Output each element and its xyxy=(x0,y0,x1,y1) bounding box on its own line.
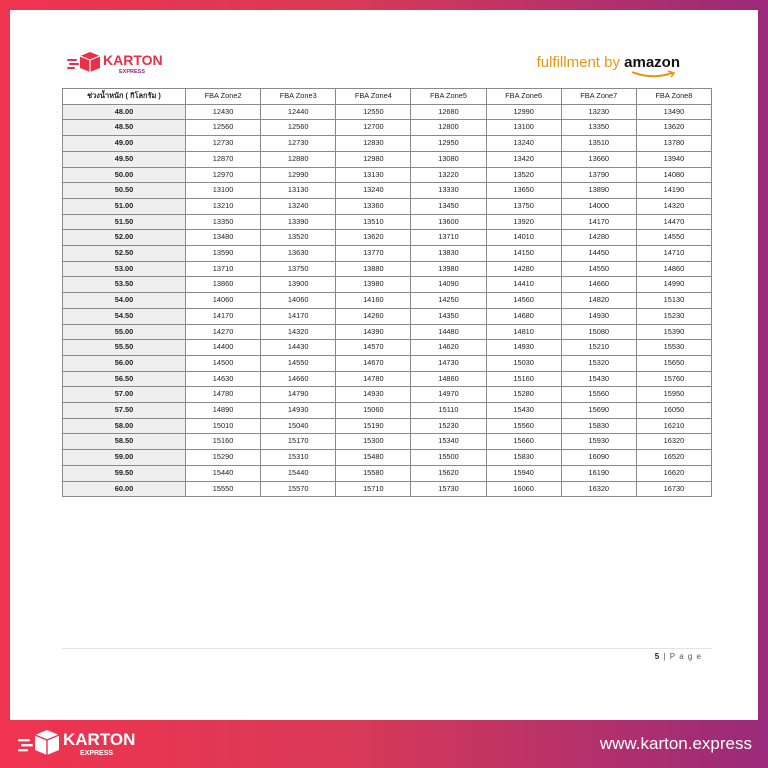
rate-cell: 14430 xyxy=(261,340,336,356)
weight-cell: 55.00 xyxy=(63,324,186,340)
rate-cell: 13520 xyxy=(486,167,561,183)
table-row xyxy=(63,230,712,246)
rate-cell: 16320 xyxy=(561,481,636,497)
rate-cell: 13480 xyxy=(186,230,261,246)
rate-cell: 14550 xyxy=(636,230,711,246)
rate-cell: 15190 xyxy=(336,418,411,434)
weight-cell: 50.00 xyxy=(63,167,186,183)
table-row xyxy=(63,261,712,277)
weight-cell: 48.50 xyxy=(63,120,186,136)
rate-cell: 13790 xyxy=(561,167,636,183)
rate-cell: 15210 xyxy=(561,340,636,356)
rate-cell: 14860 xyxy=(636,261,711,277)
table-row xyxy=(63,434,712,450)
rate-cell: 13900 xyxy=(261,277,336,293)
rate-cell: 16210 xyxy=(636,418,711,434)
rate-cell: 13780 xyxy=(636,136,711,152)
rate-cell: 13330 xyxy=(411,183,486,199)
rate-cell: 12680 xyxy=(411,104,486,120)
header-zone3: FBA Zone3 xyxy=(261,89,336,105)
karton-express-logo xyxy=(67,48,167,78)
rate-cell: 15690 xyxy=(561,403,636,419)
fba-rate-table xyxy=(62,88,712,497)
rate-cell: 13490 xyxy=(636,104,711,120)
weight-cell: 53.00 xyxy=(63,261,186,277)
rate-cell: 12990 xyxy=(486,104,561,120)
rate-cell: 14570 xyxy=(336,340,411,356)
rate-cell: 15340 xyxy=(411,434,486,450)
rate-cell: 15440 xyxy=(261,465,336,481)
weight-cell: 58.50 xyxy=(63,434,186,450)
rate-cell: 13390 xyxy=(261,214,336,230)
rate-cell: 15930 xyxy=(561,434,636,450)
rate-cell: 13880 xyxy=(336,261,411,277)
rate-cell: 14280 xyxy=(561,230,636,246)
table-row xyxy=(63,387,712,403)
header-zone6: FBA Zone6 xyxy=(486,89,561,105)
rate-cell: 13360 xyxy=(336,198,411,214)
karton-express-logo-footer xyxy=(18,726,148,760)
rate-cell: 16320 xyxy=(636,434,711,450)
rate-cell: 15230 xyxy=(411,418,486,434)
table-row xyxy=(63,198,712,214)
rate-cell: 15170 xyxy=(261,434,336,450)
amazon-smile-icon xyxy=(628,70,680,80)
logo-brand-text: KARTON xyxy=(103,52,163,68)
weight-cell: 51.50 xyxy=(63,214,186,230)
rate-cell: 15830 xyxy=(486,450,561,466)
rate-cell: 14400 xyxy=(186,340,261,356)
rate-cell: 15060 xyxy=(336,403,411,419)
table-row xyxy=(63,293,712,309)
page-number-value: 5 xyxy=(654,652,661,661)
rate-cell: 16050 xyxy=(636,403,711,419)
rate-cell: 13240 xyxy=(336,183,411,199)
rate-cell: 15230 xyxy=(636,308,711,324)
rate-cell: 15300 xyxy=(336,434,411,450)
rate-cell: 13210 xyxy=(186,198,261,214)
rate-cell: 14890 xyxy=(186,403,261,419)
rate-cell: 14780 xyxy=(336,371,411,387)
rate-cell: 12970 xyxy=(186,167,261,183)
rate-cell: 12560 xyxy=(261,120,336,136)
rate-cell: 12440 xyxy=(261,104,336,120)
rate-cell: 14670 xyxy=(336,355,411,371)
table-header-row xyxy=(63,89,712,105)
rate-cell: 13630 xyxy=(261,246,336,262)
table-row xyxy=(63,246,712,262)
rate-cell: 14450 xyxy=(561,246,636,262)
rate-cell: 14930 xyxy=(336,387,411,403)
rate-cell: 15390 xyxy=(636,324,711,340)
rate-cell: 15040 xyxy=(261,418,336,434)
rate-cell: 15290 xyxy=(186,450,261,466)
rate-cell: 14930 xyxy=(561,308,636,324)
rate-cell: 13350 xyxy=(561,120,636,136)
rate-cell: 13520 xyxy=(261,230,336,246)
rate-cell: 12800 xyxy=(411,120,486,136)
rate-cell: 13620 xyxy=(636,120,711,136)
rate-cell: 14190 xyxy=(636,183,711,199)
rate-cell: 14160 xyxy=(336,293,411,309)
rate-cell: 15430 xyxy=(486,403,561,419)
rate-cell: 12950 xyxy=(411,136,486,152)
table-row xyxy=(63,183,712,199)
rate-cell: 15620 xyxy=(411,465,486,481)
weight-cell: 54.50 xyxy=(63,308,186,324)
rate-cell: 13830 xyxy=(411,246,486,262)
rate-cell: 15280 xyxy=(486,387,561,403)
rate-cell: 14820 xyxy=(561,293,636,309)
page-number xyxy=(655,652,702,661)
rate-cell: 14630 xyxy=(186,371,261,387)
weight-cell: 57.00 xyxy=(63,387,186,403)
rate-cell: 15530 xyxy=(636,340,711,356)
rate-cell: 13650 xyxy=(486,183,561,199)
weight-cell: 54.00 xyxy=(63,293,186,309)
rate-cell: 15160 xyxy=(486,371,561,387)
rate-cell: 12550 xyxy=(336,104,411,120)
rate-cell: 16520 xyxy=(636,450,711,466)
weight-cell: 60.00 xyxy=(63,481,186,497)
rate-cell: 13220 xyxy=(411,167,486,183)
rate-cell: 16090 xyxy=(561,450,636,466)
rate-cell: 14660 xyxy=(561,277,636,293)
rate-cell: 13080 xyxy=(411,151,486,167)
rate-cell: 14780 xyxy=(186,387,261,403)
fba-prefix: fulfillment by xyxy=(536,54,620,71)
table-row xyxy=(63,277,712,293)
table-row xyxy=(63,371,712,387)
rate-cell: 12730 xyxy=(186,136,261,152)
fba-brand: amazon xyxy=(624,54,680,71)
rate-cell: 14550 xyxy=(561,261,636,277)
rate-cell: 13620 xyxy=(336,230,411,246)
header-zone7: FBA Zone7 xyxy=(561,89,636,105)
rate-cell: 13600 xyxy=(411,214,486,230)
weight-cell: 56.00 xyxy=(63,355,186,371)
rate-cell: 13240 xyxy=(486,136,561,152)
weight-cell: 52.00 xyxy=(63,230,186,246)
rate-cell: 14990 xyxy=(636,277,711,293)
rate-cell: 14930 xyxy=(261,403,336,419)
rate-cell: 15160 xyxy=(186,434,261,450)
rate-cell: 14320 xyxy=(261,324,336,340)
rate-cell: 13230 xyxy=(561,104,636,120)
rate-cell: 15310 xyxy=(261,450,336,466)
rate-cell: 13890 xyxy=(561,183,636,199)
header-zone4: FBA Zone4 xyxy=(336,89,411,105)
weight-cell: 59.00 xyxy=(63,450,186,466)
rate-cell: 15760 xyxy=(636,371,711,387)
rate-cell: 14790 xyxy=(261,387,336,403)
table-row xyxy=(63,136,712,152)
document-page xyxy=(10,10,758,720)
footer-divider xyxy=(62,648,712,649)
table-row xyxy=(63,308,712,324)
rate-cell: 13130 xyxy=(261,183,336,199)
rate-cell: 14550 xyxy=(261,355,336,371)
header-zone2: FBA Zone2 xyxy=(186,89,261,105)
weight-cell: 49.50 xyxy=(63,151,186,167)
rate-cell: 15660 xyxy=(486,434,561,450)
table-row xyxy=(63,465,712,481)
rate-cell: 14170 xyxy=(261,308,336,324)
rate-cell: 14250 xyxy=(411,293,486,309)
weight-cell: 58.00 xyxy=(63,418,186,434)
rate-cell: 14560 xyxy=(486,293,561,309)
weight-cell: 59.50 xyxy=(63,465,186,481)
footer-logo-brand-text: KARTON xyxy=(63,730,136,749)
rate-cell: 16620 xyxy=(636,465,711,481)
rate-cell: 13750 xyxy=(261,261,336,277)
logo-sub-text: EXPRESS xyxy=(119,69,145,75)
table-row xyxy=(63,340,712,356)
rate-cell: 14480 xyxy=(411,324,486,340)
table-body xyxy=(63,104,712,497)
rate-cell: 14410 xyxy=(486,277,561,293)
table-row xyxy=(63,214,712,230)
rate-cell: 14860 xyxy=(411,371,486,387)
rate-cell: 13510 xyxy=(561,136,636,152)
rate-cell: 15030 xyxy=(486,355,561,371)
rate-cell: 16060 xyxy=(486,481,561,497)
table-row xyxy=(63,120,712,136)
rate-cell: 12730 xyxy=(261,136,336,152)
website-url[interactable]: www.karton.express xyxy=(599,734,752,753)
rate-cell: 16730 xyxy=(636,481,711,497)
rate-cell: 14270 xyxy=(186,324,261,340)
rate-cell: 15950 xyxy=(636,387,711,403)
rate-cell: 13750 xyxy=(486,198,561,214)
rate-cell: 14970 xyxy=(411,387,486,403)
weight-cell: 50.50 xyxy=(63,183,186,199)
page-label: | P a g e xyxy=(663,652,702,661)
rate-cell: 13350 xyxy=(186,214,261,230)
rate-cell: 13240 xyxy=(261,198,336,214)
rate-cell: 15500 xyxy=(411,450,486,466)
weight-cell: 53.50 xyxy=(63,277,186,293)
rate-cell: 13660 xyxy=(561,151,636,167)
weight-cell: 57.50 xyxy=(63,403,186,419)
rate-cell: 15560 xyxy=(486,418,561,434)
rate-cell: 12880 xyxy=(261,151,336,167)
table-row xyxy=(63,418,712,434)
rate-cell: 13510 xyxy=(336,214,411,230)
rate-cell: 15940 xyxy=(486,465,561,481)
footer-logo-sub-text: EXPRESS xyxy=(80,750,114,757)
rate-cell: 14660 xyxy=(261,371,336,387)
rate-cell: 12830 xyxy=(336,136,411,152)
rate-cell: 13770 xyxy=(336,246,411,262)
rate-cell: 14090 xyxy=(411,277,486,293)
rate-cell: 13450 xyxy=(411,198,486,214)
rate-cell: 14680 xyxy=(486,308,561,324)
rate-cell: 13860 xyxy=(186,277,261,293)
rate-cell: 14170 xyxy=(561,214,636,230)
rate-cell: 15730 xyxy=(411,481,486,497)
rate-cell: 12430 xyxy=(186,104,261,120)
rate-cell: 14060 xyxy=(261,293,336,309)
rate-cell: 15550 xyxy=(186,481,261,497)
rate-cell: 13710 xyxy=(186,261,261,277)
rate-cell: 15560 xyxy=(561,387,636,403)
rate-cell: 12560 xyxy=(186,120,261,136)
rate-cell: 14620 xyxy=(411,340,486,356)
table-row xyxy=(63,167,712,183)
rate-cell: 14260 xyxy=(336,308,411,324)
rate-cell: 16190 xyxy=(561,465,636,481)
rate-cell: 15830 xyxy=(561,418,636,434)
rate-cell: 14470 xyxy=(636,214,711,230)
rate-cell: 15480 xyxy=(336,450,411,466)
weight-cell: 56.50 xyxy=(63,371,186,387)
weight-cell: 48.00 xyxy=(63,104,186,120)
header-zone5: FBA Zone5 xyxy=(411,89,486,105)
weight-cell: 49.00 xyxy=(63,136,186,152)
rate-cell: 15710 xyxy=(336,481,411,497)
rate-cell: 13590 xyxy=(186,246,261,262)
rate-cell: 14320 xyxy=(636,198,711,214)
rate-cell: 15320 xyxy=(561,355,636,371)
rate-cell: 12980 xyxy=(336,151,411,167)
rate-cell: 14930 xyxy=(486,340,561,356)
rate-cell: 15010 xyxy=(186,418,261,434)
rate-cell: 15110 xyxy=(411,403,486,419)
weight-cell: 52.50 xyxy=(63,246,186,262)
rate-cell: 14810 xyxy=(486,324,561,340)
rate-cell: 14080 xyxy=(636,167,711,183)
rate-cell: 12700 xyxy=(336,120,411,136)
rate-cell: 14730 xyxy=(411,355,486,371)
rate-cell: 15570 xyxy=(261,481,336,497)
rate-cell: 14060 xyxy=(186,293,261,309)
rate-cell: 13920 xyxy=(486,214,561,230)
table-row xyxy=(63,481,712,497)
rate-cell: 14150 xyxy=(486,246,561,262)
rate-cell: 15130 xyxy=(636,293,711,309)
rate-cell: 13100 xyxy=(186,183,261,199)
table-row xyxy=(63,355,712,371)
table-row xyxy=(63,450,712,466)
rate-cell: 14390 xyxy=(336,324,411,340)
rate-cell: 13940 xyxy=(636,151,711,167)
weight-cell: 55.50 xyxy=(63,340,186,356)
weight-cell: 51.00 xyxy=(63,198,186,214)
rate-cell: 15580 xyxy=(336,465,411,481)
table-row xyxy=(63,151,712,167)
rate-cell: 14000 xyxy=(561,198,636,214)
rate-cell: 15080 xyxy=(561,324,636,340)
rate-cell: 12870 xyxy=(186,151,261,167)
table-row xyxy=(63,403,712,419)
rate-cell: 14500 xyxy=(186,355,261,371)
rate-cell: 13980 xyxy=(411,261,486,277)
rate-cell: 14010 xyxy=(486,230,561,246)
rate-cell: 13100 xyxy=(486,120,561,136)
rate-cell: 15440 xyxy=(186,465,261,481)
rate-cell: 13980 xyxy=(336,277,411,293)
rate-cell: 14280 xyxy=(486,261,561,277)
rate-cell: 13420 xyxy=(486,151,561,167)
rate-cell: 13710 xyxy=(411,230,486,246)
rate-cell: 14710 xyxy=(636,246,711,262)
rate-cell: 12990 xyxy=(261,167,336,183)
header-zone8: FBA Zone8 xyxy=(636,89,711,105)
rate-cell: 14170 xyxy=(186,308,261,324)
header-weight-range: ช่วงน้ำหนัก ( กิโลกรัม ) xyxy=(63,89,186,105)
table-row xyxy=(63,104,712,120)
fulfillment-by-amazon-logo xyxy=(537,54,680,80)
rate-cell: 15650 xyxy=(636,355,711,371)
table-row xyxy=(63,324,712,340)
rate-cell: 13130 xyxy=(336,167,411,183)
rate-cell: 14350 xyxy=(411,308,486,324)
rate-cell: 15430 xyxy=(561,371,636,387)
